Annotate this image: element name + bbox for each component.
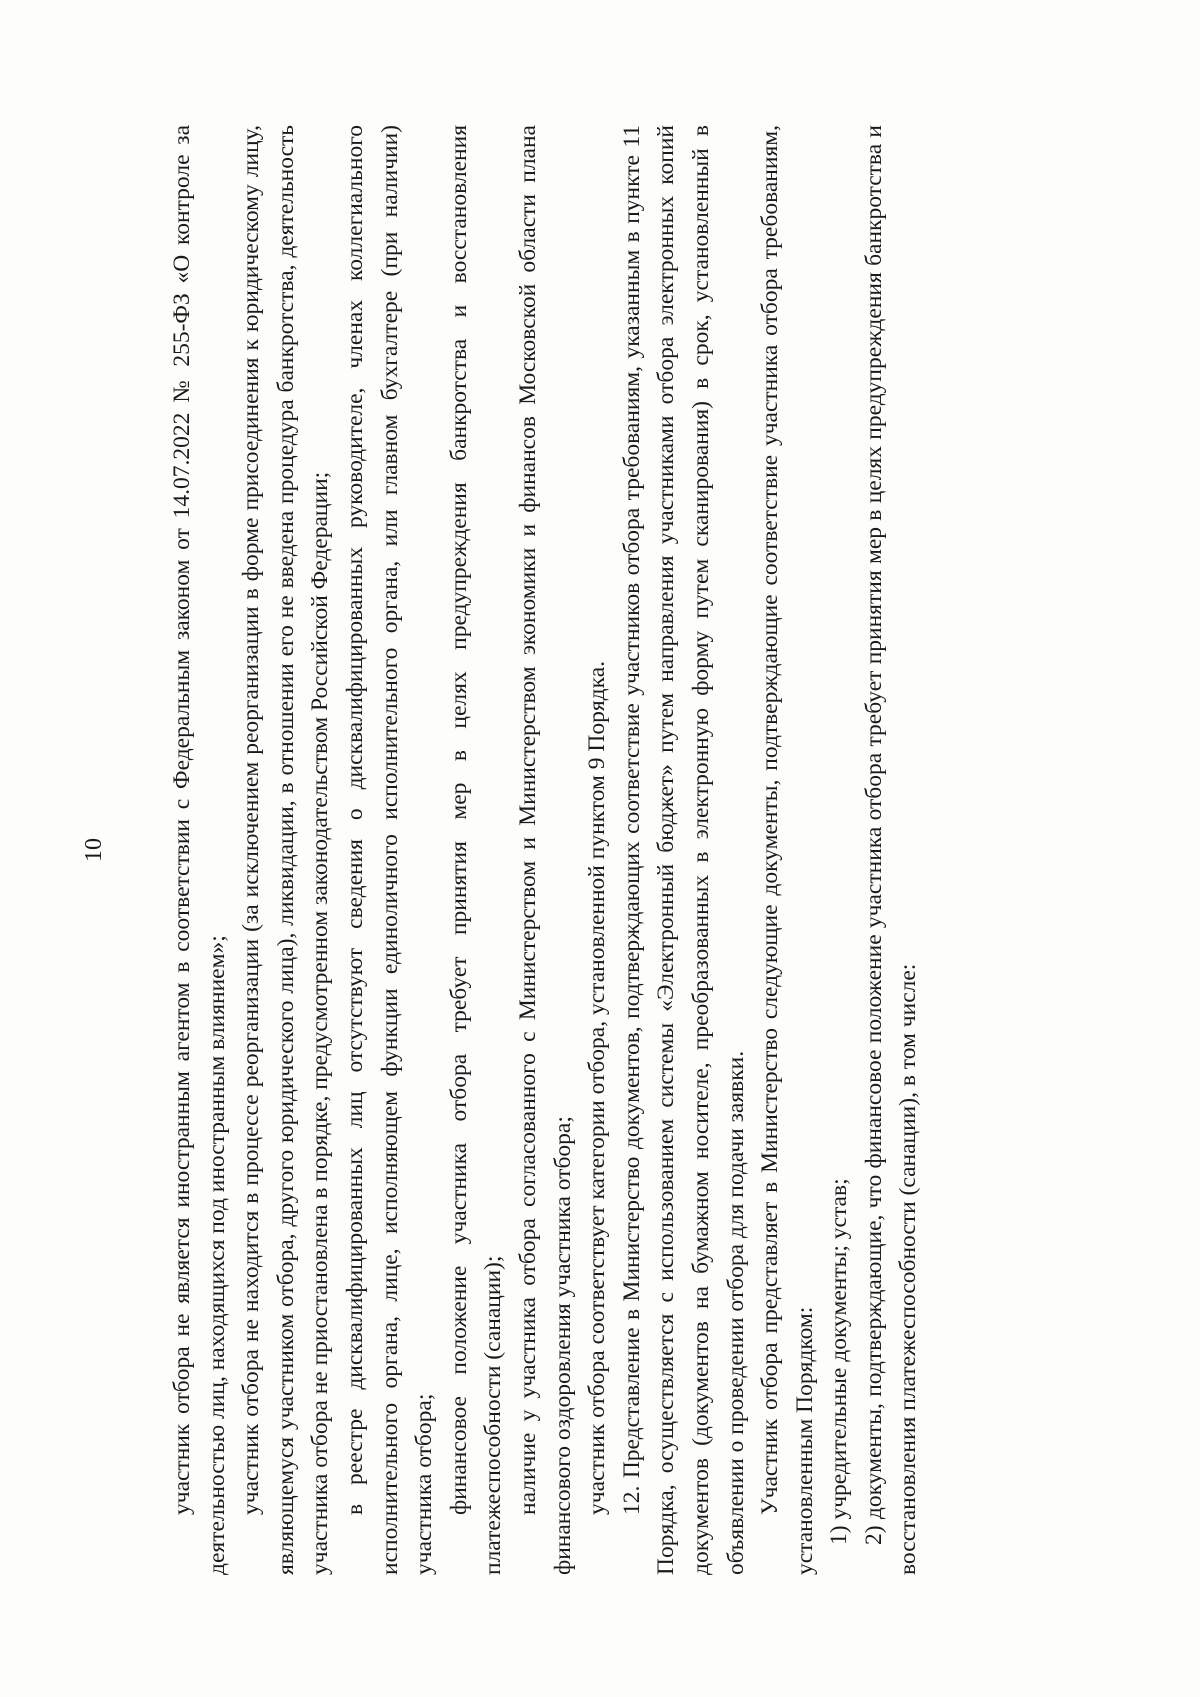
paragraph-financial-position: финансовое положение участника отбора требует принятия мер в целях предупреждения банкротства и восстановления платежеспособности (санации); <box>445 125 507 1575</box>
paragraph-disqualified-registry: в реестре дисквалифицированных лиц отсутствуют сведения о дисквалифицированных руководителе, членах коллегиального исполнительного органа, лице, исполняющем функции единоличного исполнительного органа, или главном бухгалтере (при наличии) участника отбора; <box>341 125 438 1575</box>
paragraph-reorganization: участник отбора не находится в процессе реорганизации (за исключением реорганизации в форме присоединения к юридическому лицу, являющемуся участником отбора, другого юридического лица), ликвидации, в отношении его не введена процедура банкротства, деятельность участника отбора не приостановлена в порядке, предусмотренном законодательством Российской Федерации; <box>238 125 334 1575</box>
paragraph-item-1: 1) учредительные документы; устав; <box>826 1178 853 1545</box>
page-number: 10 <box>81 838 107 862</box>
paragraph-documents-intro: Участник отбора представляет в Министерство следующие документы, подтверждающие соответствие участника отбора требованиям, установленным Порядком: <box>757 125 818 1575</box>
rotated-text-block <box>81 125 1025 1575</box>
paragraph-foreign-agent: участник отбора не является иностранным агентом в соответствии с Федеральным законом от 14.07.2022 № 255-ФЗ «О контроле за деятельностью лиц, находящихся под иностранным влиянием»; <box>169 125 230 1575</box>
paragraph-item-2: 2) документы, подтверждающие, что финансовое положение участника отбора требует принятия мер в целях предупреждения банкротства и восстановления платежеспособности (санации), в том числе: <box>860 125 922 1575</box>
paragraph-section-12: 12. Представление в Министерство документов, подтверждающих соответствие участников отбора требованиям, указанным в пункте 11 Порядка, осуществляется с использованием системы «Электронный бюджет» путем направления участниками отбора электронных копий документов (документов на бумажном носителе, преобразованных в электронную форму путем сканирования) в срок, установленный в объявлении о проведении отбора для подачи заявки. <box>618 125 749 1575</box>
paragraph-category: участник отбора соответствует категории отбора, установленной пунктом 9 Порядка. <box>584 660 611 1515</box>
paragraph-recovery-plan: наличие у участника отбора согласованного с Министерством и Министерством экономики и финансов Московской области плана финансового оздоровления участника отбора; <box>514 125 576 1575</box>
